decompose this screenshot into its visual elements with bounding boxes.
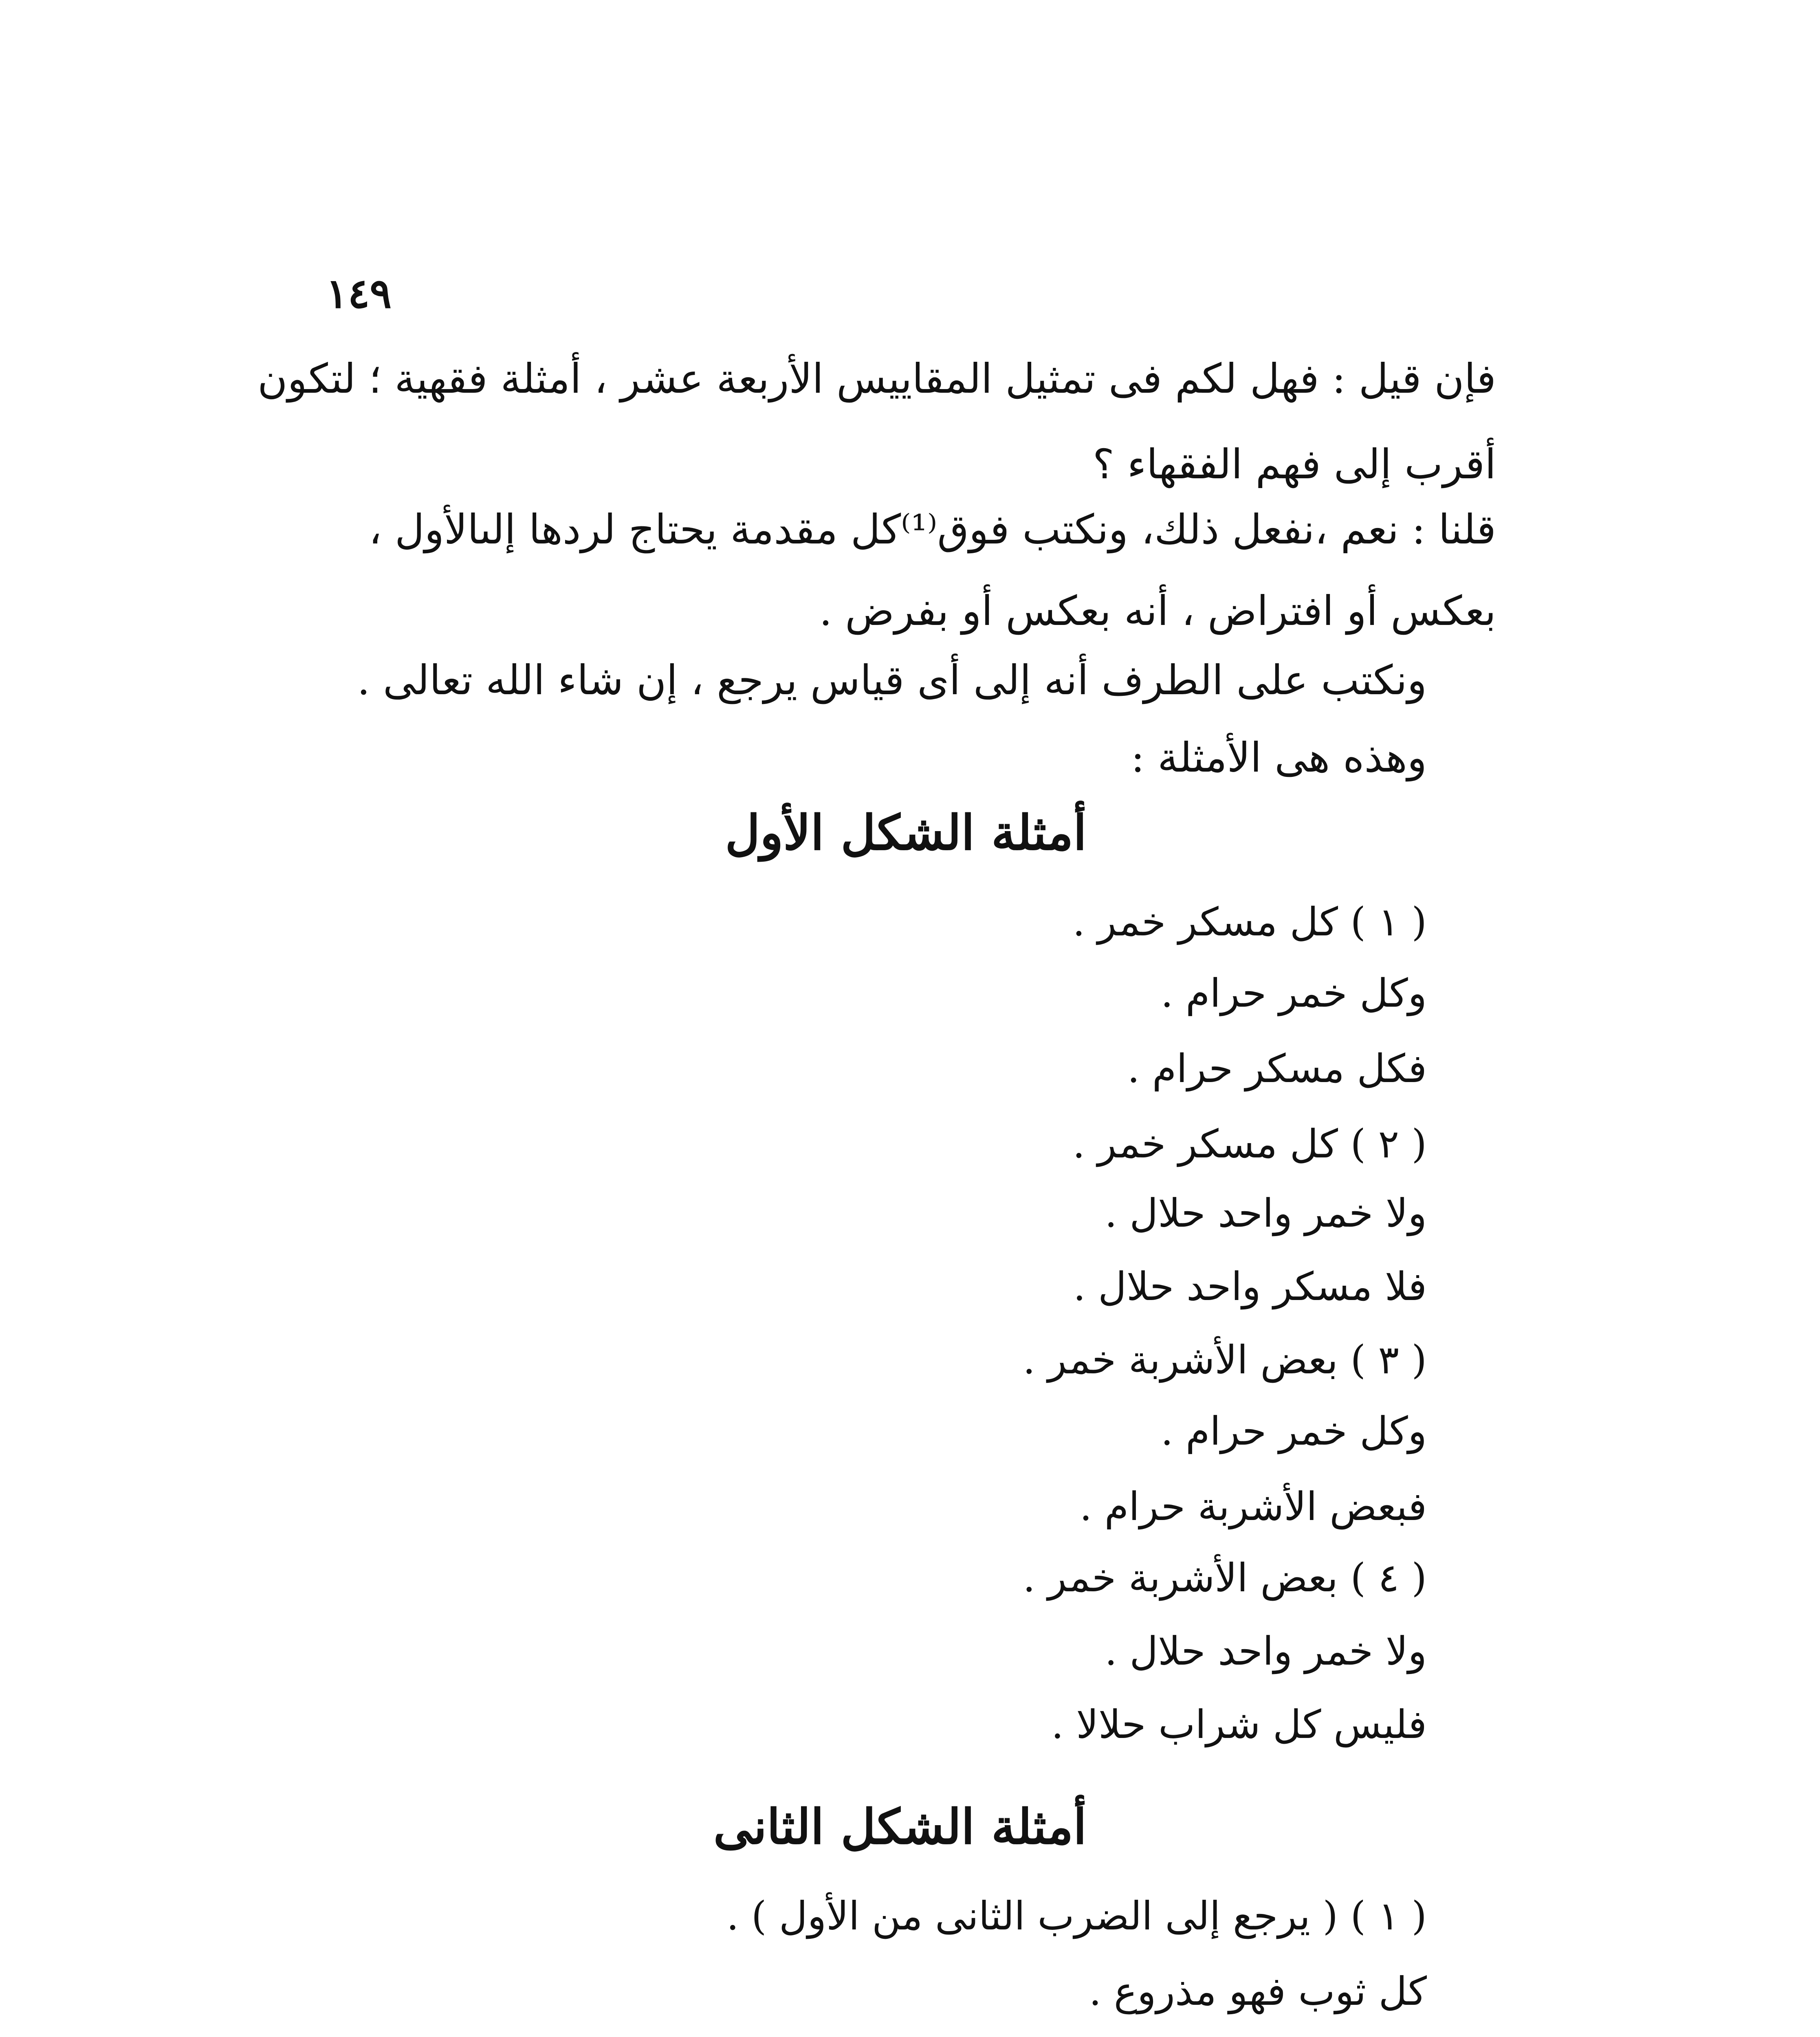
example-line: ( ٣ ) بعض الأشربة خمر . xyxy=(1023,1337,1427,1383)
example-line: فلا مسكر واحد حلال . xyxy=(1073,1264,1427,1309)
example-line: ( ٢ ) كل مسكر خمر . xyxy=(1072,1121,1427,1167)
example-line: ( ١ ) كل مسكر خمر . xyxy=(1072,899,1427,945)
example-line: كل ثوب فهو مذروع . xyxy=(1089,1969,1427,2014)
question-line-1: فإن قيل : فهل لكم فى تمثيل المقاييس الأربعة عشر ، أمثلة فقهية ؛ لتكون xyxy=(257,355,1496,403)
example-line: فليس كل شراب حلالا . xyxy=(1051,1702,1427,1747)
section-heading-first-figure: أمثلة الشكل الأول xyxy=(725,804,1087,861)
page-number: ١٤٩ xyxy=(326,269,392,317)
section-heading-second-figure: أمثلة الشكل الثانى xyxy=(713,1798,1087,1855)
example-line: ولا خمر واحد حلال . xyxy=(1105,1190,1427,1236)
example-line: ( ٤ ) بعض الأشربة خمر . xyxy=(1023,1555,1427,1601)
example-line: فكل مسكر حرام . xyxy=(1127,1046,1427,1091)
example-line: وكل خمر حرام . xyxy=(1160,1408,1427,1454)
answer-line-3: ونكتب على الطرف أنه إلى أى قياس يرجع ، إن شاء الله تعالى . xyxy=(357,656,1427,704)
example-line: وكل خمر حرام . xyxy=(1160,970,1427,1016)
answer-line-1: قلنا : نعم ،نفعل ذلك، ونكتب فوق⁽¹⁾كل مقدمة يحتاج لردها إلىالأول ، xyxy=(368,506,1496,553)
example-line: ولا خمر واحد حلال . xyxy=(1105,1628,1427,1674)
answer-line-4: وهذه هى الأمثلة : xyxy=(1131,734,1427,781)
example-line: ( ١ ) ( يرجع إلى الضرب الثانى من الأول ) . xyxy=(726,1893,1427,1939)
answer-line-2: بعكس أو افتراض ، أنه بعكس أو بفرض . xyxy=(819,587,1496,635)
example-line: فبعض الأشربة حرام . xyxy=(1079,1484,1427,1529)
question-line-2: أقرب إلى فهم الفقهاء ؟ xyxy=(1092,440,1496,488)
